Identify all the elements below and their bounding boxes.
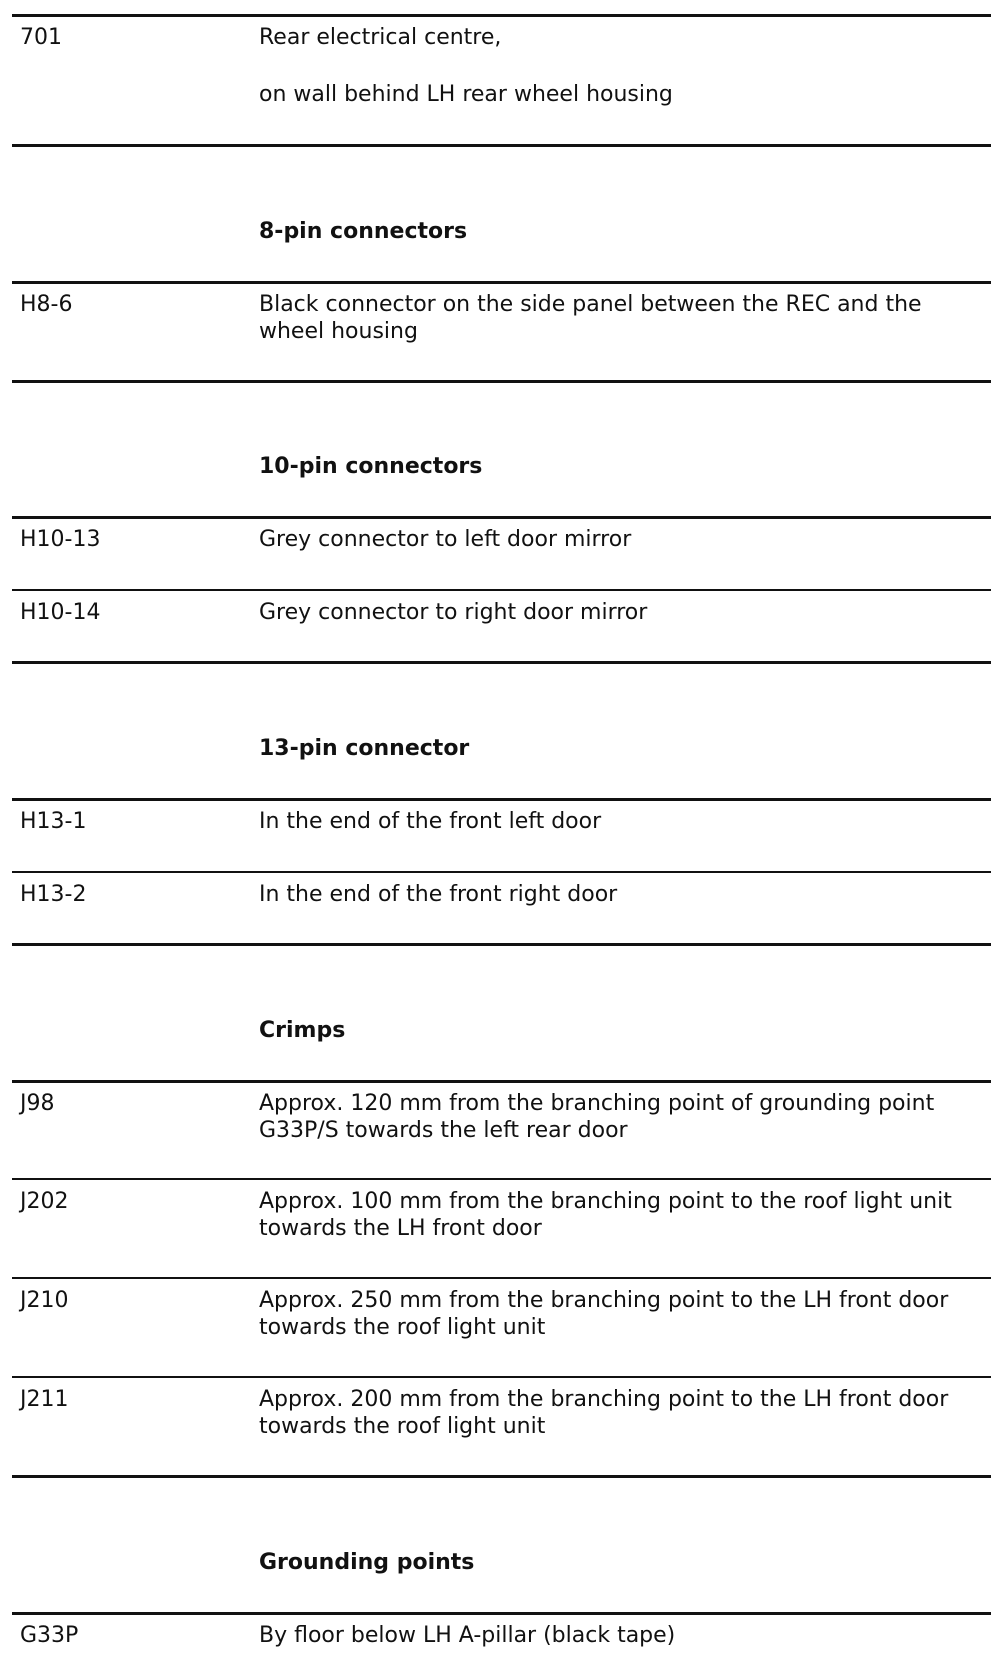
component-description: Approx. 100 mm from the branching point to the roof light unit towards the LH front door	[259, 1189, 952, 1241]
table-rule	[12, 144, 991, 147]
table-rule	[12, 1080, 991, 1083]
component-description: Black connector on the side panel between the REC and the wheel housing	[259, 292, 922, 344]
component-code: H13-1	[20, 809, 87, 834]
component-code: H10-14	[20, 600, 101, 625]
section-heading: 13-pin connector	[259, 736, 470, 761]
table-rule	[12, 1475, 991, 1478]
component-code: J210	[20, 1288, 69, 1313]
section-heading: 8-pin connectors	[259, 219, 468, 244]
section-heading: Crimps	[259, 1018, 346, 1043]
component-description: Grey connector to left door mirror	[259, 527, 632, 552]
component-description: Approx. 200 mm from the branching point to the LH front door towards the roof light unit	[259, 1387, 949, 1439]
component-code: 701	[20, 25, 62, 50]
component-code: J98	[20, 1091, 55, 1116]
component-code: H8-6	[20, 292, 73, 317]
component-description: Rear electrical centre,	[259, 25, 502, 50]
table-rule	[12, 380, 991, 383]
component-description: In the end of the front right door	[259, 882, 618, 907]
component-description: Grey connector to right door mirror	[259, 600, 648, 625]
table-rule	[12, 943, 991, 946]
component-code: G33P	[20, 1623, 79, 1648]
component-description: Approx. 120 mm from the branching point of grounding point G33P/S towards the left rear door	[259, 1091, 935, 1143]
table-rule	[12, 1277, 991, 1279]
table-rule	[12, 1612, 991, 1615]
component-description: In the end of the front left door	[259, 809, 602, 834]
component-code: H10-13	[20, 527, 101, 552]
component-description: By floor below LH A-pillar (black tape)	[259, 1623, 676, 1648]
table-rule	[12, 281, 991, 284]
table-rule	[12, 798, 991, 801]
table-rule	[12, 589, 991, 591]
table-rule	[12, 1178, 991, 1180]
table-rule	[12, 871, 991, 873]
component-code: J211	[20, 1387, 69, 1412]
section-heading: Grounding points	[259, 1550, 475, 1575]
component-description-line2: on wall behind LH rear wheel housing	[259, 82, 673, 107]
table-rule	[12, 661, 991, 664]
table-rule	[12, 1376, 991, 1378]
table-rule	[12, 516, 991, 519]
component-code: H13-2	[20, 882, 87, 907]
component-code: J202	[20, 1189, 69, 1214]
section-heading: 10-pin connectors	[259, 454, 483, 479]
table-rule	[12, 14, 991, 17]
component-description: Approx. 250 mm from the branching point to the LH front door towards the roof light unit	[259, 1288, 949, 1340]
